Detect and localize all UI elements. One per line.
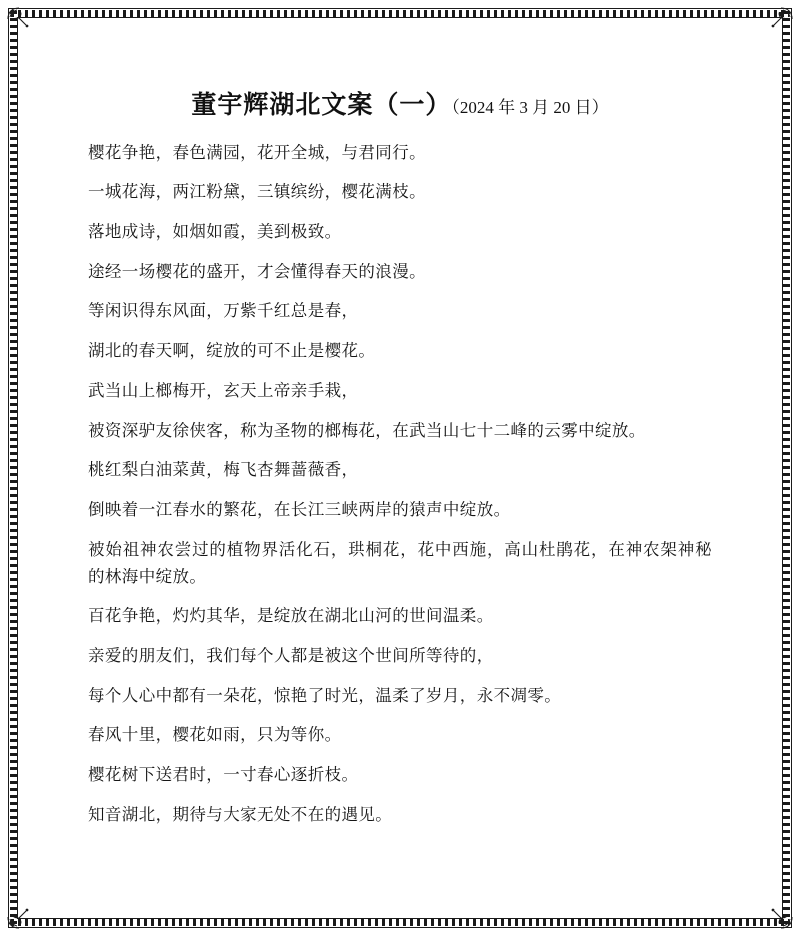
poem-line: 被始祖神农尝过的植物界活化石，珙桐花，花中西施，高山杜鹃花，在神农架神秘的林海中绽放。 (88, 539, 712, 586)
floral-corner-ornament-icon (768, 6, 794, 32)
floral-corner-ornament-icon (6, 904, 32, 930)
border-teeth-top (11, 10, 789, 17)
page-title-date: （2024 年 3 月 20 日） (451, 98, 609, 117)
poem-line: 亲爱的朋友们，我们每个人都是被这个世间所等待的， (88, 645, 494, 665)
poem-line: 倒映着一江春水的繁花，在长江三峡两岸的猿声中绽放。 (88, 500, 511, 520)
poem-line: 春风十里，樱花如雨，只为等你。 (88, 725, 342, 745)
poem-line: 武当山上榔梅开，玄天上帝亲手栽， (88, 380, 359, 400)
border-teeth-right (783, 11, 790, 925)
floral-corner-ornament-icon (768, 904, 794, 930)
poem-line: 湖北的春天啊，绽放的可不止是樱花。 (88, 341, 376, 361)
poem-line: 樱花争艳，春色满园，花开全城，与君同行。 (88, 142, 426, 162)
poem-line: 落地成诗，如烟如霞，美到极致。 (88, 222, 342, 242)
poem-line: 一城花海，两江粉黛，三镇缤纷，樱花满枝。 (88, 182, 426, 202)
document-content (30, 26, 770, 910)
poem-line: 等闲识得东风面，万紫千红总是春， (88, 301, 359, 321)
border-teeth-left (10, 11, 17, 925)
border-teeth-bottom (11, 919, 789, 926)
poem-body (88, 140, 712, 829)
poem-line: 百花争艳，灼灼其华，是绽放在湖北山河的世间温柔。 (88, 606, 494, 626)
poem-line: 樱花树下送君时，一寸春心逐折枝。 (88, 765, 359, 785)
page-title-main: 董宇辉湖北文案（一） (191, 92, 452, 119)
poem-line: 每个人心中都有一朵花，惊艳了时光，温柔了岁月，永不凋零。 (88, 685, 562, 705)
poem-line: 桃红梨白油菜黄，梅飞杏舞蔷薇香， (88, 460, 359, 480)
poem-line: 知音湖北，期待与大家无处不在的遇见。 (88, 804, 393, 824)
poem-line: 途经一场樱花的盛开，才会懂得春天的浪漫。 (88, 261, 426, 281)
poem-line: 被资深驴友徐侠客，称为圣物的榔梅花，在武当山七十二峰的云雾中绽放。 (88, 420, 646, 440)
page-title (88, 82, 712, 124)
floral-corner-ornament-icon (6, 6, 32, 32)
